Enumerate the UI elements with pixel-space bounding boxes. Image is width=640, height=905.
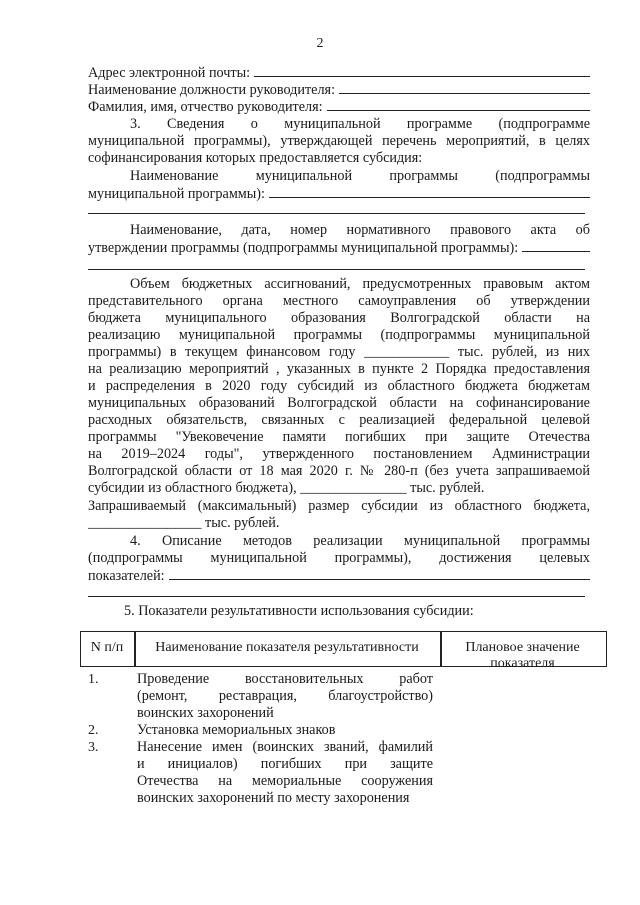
- section4-label: показателей:: [88, 568, 165, 584]
- row-3-line-1: Нанесение имен (воинских званий, фамилий: [137, 739, 433, 755]
- budget-line-13: субсидии из областного бюджета), _______________ тыс. рублей.: [88, 480, 485, 496]
- row-3-line-3: Отечества на мемориальные сооружения: [137, 773, 433, 789]
- budget-line-3: бюджета муниципального образования Волгоградской области на: [88, 310, 590, 326]
- budget-line-5: программы) в текущем финансовом году ____________ тыс. рублей, из них: [88, 344, 590, 360]
- row-3-line-2: и инициалов) погибших при защите: [137, 756, 433, 772]
- budget-line-12: Волгоградской области от 18 мая 2020 г. № 280-п (без учета запрашиваемой: [88, 463, 590, 479]
- section4-rule: [88, 596, 585, 597]
- name-label: Фамилия, имя, отчество руководителя:: [88, 99, 323, 115]
- section4-line-2: (подпрограммы муниципальной программы), достижения целевых: [88, 550, 590, 566]
- name-line: [88, 98, 590, 115]
- program-name-blank: [269, 185, 590, 198]
- name-blank: [327, 98, 590, 111]
- row-3-text: [137, 739, 433, 807]
- act-line-2: [88, 239, 590, 256]
- header-name: Наименование показателя результативности: [155, 640, 419, 655]
- budget-line-1: Объем бюджетных ассигнований, предусмотренных правовым актом: [130, 276, 590, 292]
- row-1-line-2: (ремонт, реставрация, благоустройство): [137, 688, 433, 704]
- act-line-1: Наименование, дата, номер нормативного правового акта об: [130, 222, 590, 238]
- requested-line-2: ________________ тыс. рублей.: [88, 515, 280, 531]
- row-3-num: 3.: [88, 740, 99, 755]
- row-2-line-1: Установка мемориальных знаков: [137, 722, 336, 738]
- budget-line-7: и распределения в 2020 году субсидий из областного бюджета бюджетам: [88, 378, 590, 394]
- act-blank: [522, 239, 590, 252]
- row-2-text: [137, 722, 433, 739]
- requested-line-1: Запрашиваемый (максимальный) размер субсидии из областного бюджета,: [88, 498, 590, 514]
- row-3-line-4: воинских захоронений по месту захоронения: [137, 790, 410, 806]
- budget-line-8: муниципальных образований Волгоградской области на софинансирование: [88, 395, 590, 411]
- section4-line-1: 4. Описание методов реализации муниципальной программы: [130, 533, 590, 549]
- act-rule: [88, 269, 585, 270]
- act-label: утверждении программы (подпрограммы муниципальной программы):: [88, 240, 519, 256]
- row-1-line-1: Проведение восстановительных работ: [137, 671, 433, 687]
- program-name-label: муниципальной программы):: [88, 186, 265, 202]
- section3-line-3: софинансирования которых предоставляется субсидия:: [88, 150, 423, 166]
- header-num: N п/п: [90, 640, 124, 655]
- budget-line-2: представительного органа местного самоуправления об утверждении: [88, 293, 590, 309]
- program-name-line-1: Наименование муниципальной программы (подпрограммы: [130, 168, 590, 184]
- budget-line-10: программы "Увековечение памяти погибших при защите Отечества: [88, 429, 590, 445]
- position-blank: [339, 81, 590, 94]
- row-2-num: 2.: [88, 723, 99, 738]
- position-line: [88, 81, 590, 98]
- budget-line-4: реализацию муниципальной программы (подпрограммы муниципальной: [88, 327, 590, 343]
- program-name-line-2: [88, 185, 590, 202]
- section3-line-1: 3. Сведения о муниципальной программе (подпрограмме: [130, 116, 590, 132]
- row-1-text: [137, 671, 433, 722]
- header-plan: [440, 631, 605, 674]
- program-name-rule: [88, 213, 585, 214]
- section5-title: 5. Показатели результативности использования субсидии:: [124, 603, 474, 619]
- email-label: Адрес электронной почты:: [88, 65, 251, 81]
- position-label: Наименование должности руководителя:: [88, 82, 336, 98]
- email-line: [88, 64, 590, 81]
- budget-line-11: на 2019–2024 годы", утвержденного постановлением Администрации: [88, 446, 590, 462]
- budget-line-6: на реализацию мероприятий , указанных в пункте 2 Порядка предоставления: [88, 361, 590, 377]
- header-plan-line-2: показателя: [490, 656, 555, 671]
- section4-blank: [169, 567, 590, 580]
- email-blank: [254, 64, 590, 77]
- row-1-line-3: воинских захоронений: [137, 705, 274, 721]
- budget-line-9: расходных обязательств, связанных с реализацией федеральной целевой: [88, 412, 590, 428]
- section3-line-2: муниципальной программы), утверждающей перечень мероприятий, в целях: [88, 133, 590, 149]
- row-1-num: 1.: [88, 672, 99, 687]
- page-number: 2: [316, 36, 324, 51]
- section4-line-3: [88, 567, 590, 584]
- header-plan-line-1: Плановое значение: [465, 640, 580, 655]
